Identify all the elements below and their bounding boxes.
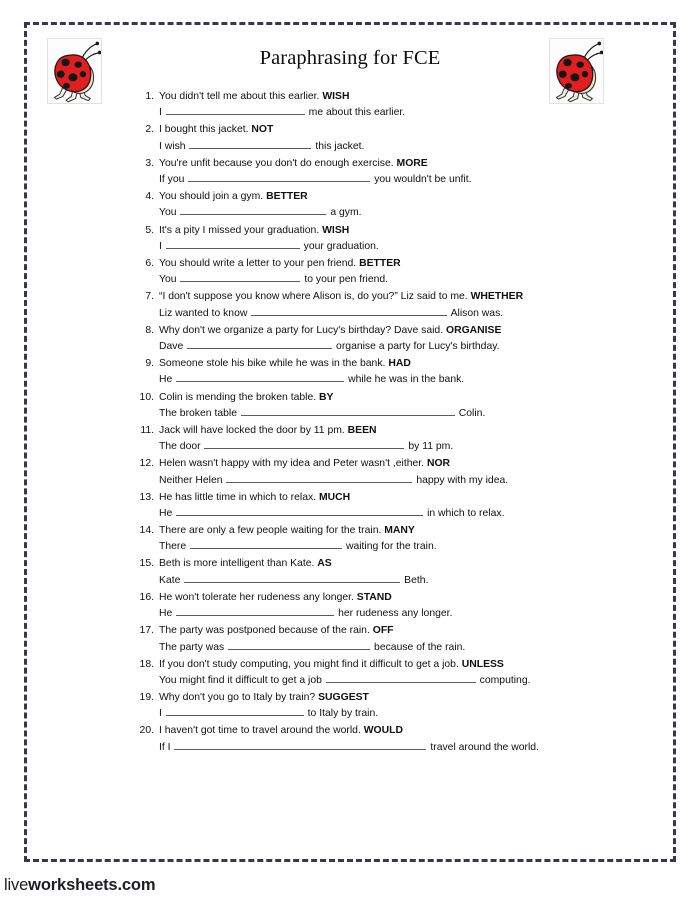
answer-line: [137, 204, 569, 221]
question-prompt: [137, 723, 569, 738]
question-sentence: If you don't study computing, you might find it difficult to get a job.: [159, 658, 459, 670]
answer-blank[interactable]: [176, 605, 334, 616]
question-sentence: There are only a few people waiting for the train.: [159, 525, 382, 537]
answer-line: [137, 538, 569, 555]
answer-suffix: a gym.: [330, 207, 362, 219]
question-keyword: BETTER: [359, 257, 401, 269]
question-sentence: “I don't suppose you know where Alison is, do you?” Liz said to me.: [159, 291, 468, 303]
answer-prefix: I: [159, 107, 162, 119]
answer-suffix: Colin.: [458, 407, 486, 419]
question-prompt: [137, 390, 569, 405]
answer-line: [137, 171, 569, 188]
question-prompt: [137, 590, 569, 605]
question-number: 17.: [139, 625, 154, 637]
question-number: 16.: [139, 591, 154, 603]
question-item: [137, 289, 569, 321]
answer-prefix: He: [159, 507, 173, 519]
answer-line: [137, 371, 569, 388]
question-number: 11.: [140, 424, 154, 436]
question-prompt: [137, 657, 569, 672]
question-keyword: AS: [317, 558, 332, 570]
answer-line: [137, 505, 569, 522]
answer-prefix: He: [159, 608, 173, 620]
liveworksheets-watermark: [4, 876, 155, 895]
question-sentence: I haven't got time to travel around the world.: [159, 725, 361, 737]
answer-prefix: You: [159, 207, 177, 219]
question-keyword: WOULD: [363, 725, 403, 737]
question-item: [137, 523, 569, 555]
question-sentence: Beth is more intelligent than Kate.: [159, 558, 315, 570]
answer-blank[interactable]: [176, 371, 344, 382]
question-number: 15.: [139, 558, 154, 570]
answer-prefix: Liz wanted to know: [159, 307, 248, 319]
answer-blank[interactable]: [241, 405, 455, 416]
question-item: [137, 390, 569, 422]
question-prompt: [137, 122, 569, 137]
question-prompt: [137, 690, 569, 705]
question-keyword: SUGGEST: [318, 692, 369, 704]
question-item: [137, 189, 569, 221]
question-keyword: MUCH: [318, 491, 351, 503]
question-number: 18.: [139, 658, 154, 670]
question-number: 4.: [145, 191, 154, 203]
question-keyword: BEEN: [347, 424, 377, 436]
question-keyword: MORE: [396, 157, 428, 169]
answer-line: [137, 605, 569, 622]
question-sentence: Jack will have locked the door by 11 pm.: [159, 424, 345, 436]
answer-suffix: because of the rain.: [374, 641, 466, 653]
question-item: [137, 490, 569, 522]
question-prompt: [137, 289, 569, 304]
answer-blank[interactable]: [174, 739, 426, 750]
answer-suffix: Alison was.: [450, 307, 504, 319]
question-sentence: He has little time in which to relax.: [159, 491, 317, 503]
answer-blank[interactable]: [184, 572, 400, 583]
question-number: 7.: [145, 291, 154, 303]
answer-blank[interactable]: [176, 505, 423, 516]
question-keyword: STAND: [356, 591, 392, 603]
answer-suffix: travel around the world.: [430, 741, 539, 753]
answer-suffix: Beth.: [404, 574, 429, 586]
question-number: 9.: [145, 358, 154, 370]
question-item: [137, 657, 569, 689]
question-prompt: [137, 323, 569, 338]
question-prompt: [137, 356, 569, 371]
answer-blank[interactable]: [166, 705, 304, 716]
answer-prefix: The party was: [159, 641, 225, 653]
question-keyword: WISH: [322, 91, 350, 102]
answer-suffix: waiting for the train.: [345, 541, 437, 553]
question-keyword: NOT: [251, 124, 274, 136]
question-sentence: The party was postponed because of the rain.: [159, 625, 370, 637]
answer-line: [137, 305, 569, 322]
question-number: 20.: [139, 725, 154, 737]
answer-blank[interactable]: [189, 138, 311, 149]
answer-line: [137, 672, 569, 689]
answer-suffix: to your pen friend.: [304, 274, 389, 286]
question-prompt: [137, 623, 569, 638]
question-item: [137, 456, 569, 488]
answer-blank[interactable]: [166, 104, 305, 115]
question-keyword: WISH: [322, 224, 350, 236]
question-number: 2.: [145, 124, 154, 136]
question-number: 5.: [145, 224, 154, 236]
question-item: [137, 356, 569, 388]
question-keyword: HAD: [388, 358, 411, 370]
answer-blank[interactable]: [180, 271, 300, 282]
question-number: 8.: [145, 324, 154, 336]
answer-line: [137, 138, 569, 155]
answer-line: [137, 739, 569, 756]
answer-suffix: her rudeness any longer.: [338, 608, 453, 620]
question-prompt: [137, 490, 569, 505]
answer-prefix: I wish: [159, 140, 186, 152]
question-item: [137, 89, 569, 121]
answer-blank[interactable]: [188, 171, 370, 182]
question-item: [137, 423, 569, 455]
question-item: [137, 122, 569, 154]
answer-prefix: You: [159, 274, 177, 286]
question-keyword: OFF: [372, 625, 394, 637]
answer-blank[interactable]: [204, 438, 404, 449]
question-item: [137, 590, 569, 622]
answer-blank[interactable]: [228, 639, 370, 650]
question-number: 19.: [139, 692, 154, 704]
answer-prefix: The broken table: [159, 407, 237, 419]
question-sentence: You didn't tell me about this earlier.: [159, 91, 320, 102]
question-keyword: MANY: [384, 525, 415, 537]
question-prompt: [137, 256, 569, 271]
question-keyword: ORGANISE: [445, 324, 502, 336]
question-list: [137, 89, 569, 757]
answer-blank[interactable]: [226, 472, 412, 483]
answer-suffix: computing.: [479, 674, 531, 686]
answer-prefix: I: [159, 708, 162, 720]
answer-line: [137, 705, 569, 722]
answer-suffix: organise a party for Lucy's birthday.: [336, 341, 500, 353]
answer-line: [137, 438, 569, 455]
answer-suffix: your graduation.: [303, 240, 379, 252]
question-number: 3.: [145, 157, 154, 169]
answer-prefix: The door: [159, 441, 201, 453]
question-number: 13.: [139, 491, 154, 503]
answer-prefix: If you: [159, 174, 185, 186]
question-sentence: Helen wasn't happy with my idea and Peter wasn't ,either.: [159, 458, 425, 470]
question-prompt: [137, 556, 569, 571]
answer-prefix: There: [159, 541, 187, 553]
answer-line: [137, 238, 569, 255]
question-item: [137, 156, 569, 188]
question-sentence: I bought this jacket.: [159, 124, 249, 136]
page-title: Paraphrasing for FCE: [259, 47, 441, 69]
question-sentence: You should join a gym.: [159, 191, 264, 203]
answer-suffix: by 11 pm.: [408, 441, 454, 453]
answer-prefix: Kate: [159, 574, 181, 586]
question-prompt: [137, 456, 569, 471]
answer-line: [137, 572, 569, 589]
question-sentence: He won't tolerate her rudeness any longer.: [159, 591, 354, 603]
question-sentence: It's a pity I missed your graduation.: [159, 224, 320, 236]
answer-line: [137, 639, 569, 656]
answer-suffix: you wouldn't be unfit.: [374, 174, 472, 186]
watermark-light: live: [4, 876, 29, 894]
question-number: 10.: [139, 391, 154, 403]
answer-line: [137, 338, 569, 355]
answer-blank[interactable]: [326, 672, 476, 683]
question-keyword: NOR: [426, 458, 451, 470]
answer-prefix: I: [159, 240, 162, 252]
question-sentence: You're unfit because you don't do enough exercise.: [159, 157, 394, 169]
answer-blank[interactable]: [187, 338, 332, 349]
answer-suffix: me about this earlier.: [308, 107, 406, 119]
question-sentence: Colin is mending the broken table.: [159, 391, 317, 403]
question-item: [137, 723, 569, 755]
question-item: [137, 256, 569, 288]
question-keyword: WHETHER: [470, 291, 524, 303]
answer-suffix: this jacket.: [315, 140, 365, 152]
question-prompt: [137, 523, 569, 538]
answer-suffix: in which to relax.: [427, 507, 505, 519]
question-prompt: [137, 423, 569, 438]
answer-line: [137, 472, 569, 489]
answer-prefix: Neither Helen: [159, 474, 223, 486]
question-keyword: BY: [319, 391, 334, 403]
question-keyword: BETTER: [266, 191, 308, 203]
answer-suffix: happy with my idea.: [416, 474, 509, 486]
question-sentence: Why don't you go to Italy by train?: [159, 692, 316, 704]
answer-line: [137, 271, 569, 288]
answer-suffix: to Italy by train.: [307, 708, 379, 720]
answer-line: [137, 405, 569, 422]
question-prompt: [137, 89, 569, 104]
question-number: 12.: [139, 458, 154, 470]
question-prompt: [137, 156, 569, 171]
question-prompt: [137, 189, 569, 204]
answer-prefix: He: [159, 374, 173, 386]
question-sentence: You should write a letter to your pen friend.: [159, 257, 357, 269]
answer-line: [137, 104, 569, 121]
question-prompt: [137, 223, 569, 238]
question-item: [137, 556, 569, 588]
answer-blank[interactable]: [251, 305, 447, 316]
answer-blank[interactable]: [166, 238, 300, 249]
question-item: [137, 323, 569, 355]
question-item: [137, 690, 569, 722]
answer-suffix: while he was in the bank.: [348, 374, 465, 386]
answer-prefix: Dave: [159, 341, 184, 353]
question-keyword: UNLESS: [461, 658, 504, 670]
question-sentence: Someone stole his bike while he was in the bank.: [159, 358, 386, 370]
answer-prefix: If I: [159, 741, 171, 753]
watermark-bold: worksheets.com: [28, 876, 156, 894]
question-item: [137, 223, 569, 255]
question-number: 1.: [145, 91, 154, 102]
answer-blank[interactable]: [190, 538, 342, 549]
question-sentence: Why don't we organize a party for Lucy's birthday? Dave said.: [159, 324, 444, 336]
question-number: 14.: [139, 525, 154, 537]
answer-prefix: You might find it difficult to get a job: [159, 674, 322, 686]
answer-blank[interactable]: [180, 204, 326, 215]
question-item: [137, 623, 569, 655]
question-number: 6.: [145, 257, 154, 269]
